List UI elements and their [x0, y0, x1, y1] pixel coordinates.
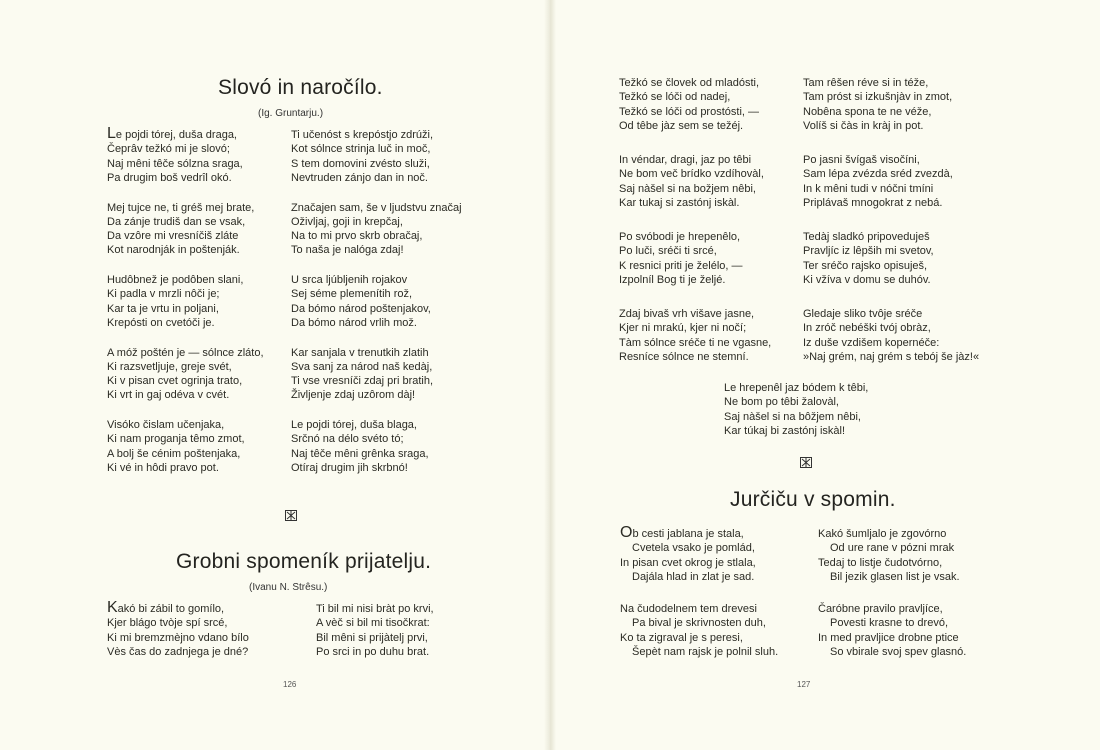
poem-title-slovo: Slovó in naročílo.	[218, 76, 383, 99]
stanza	[107, 201, 254, 258]
poem-title-jurcicu: Jurčiču v spomin.	[730, 488, 896, 511]
verse-line: Priplávaš mnogokrat z nebá.	[803, 196, 943, 209]
stanza	[803, 76, 952, 133]
verse-line: Ki vžíva v domu se duhóv.	[803, 273, 931, 286]
verse-line: Sva sanj za národ naš kedàj,	[291, 360, 433, 373]
poem-dedication-stres: (Ivanu N. Strêsu.)	[249, 582, 328, 593]
stanza	[619, 307, 771, 364]
verse-line: Bil jezik glasen list je vsak.	[830, 570, 960, 583]
printer-ornament-icon	[800, 457, 812, 468]
verse-line: A vèč si bil mi tisočkrat:	[316, 617, 430, 630]
verse-line: Da zánje trudiš dan se vsak,	[107, 215, 246, 228]
verse-line: Oživljaj, goji in krepčaj,	[291, 215, 403, 228]
verse-line: Šepèt nam rajsk je polnil sluh.	[632, 645, 779, 658]
verse-line: Na to mi prvo skrb obračaj,	[291, 230, 423, 243]
verse-line: Tam rêšen réve si in téže,	[803, 77, 929, 89]
stanza	[107, 599, 249, 659]
verse-line: Krepósti on cvetóči je.	[107, 316, 215, 329]
verse-line: Ob cesti jablana je stala,	[620, 524, 744, 541]
verse-line: Ti vse vresníči zdaj pri bratih,	[291, 375, 434, 388]
verse-line: U srca ljúbljenih rojakov	[291, 274, 408, 286]
verse-line: Naj têče mêni grênka sraga,	[291, 447, 429, 460]
stanza	[619, 76, 759, 133]
stanza	[291, 201, 462, 258]
verse-line: Značajen sam, še v ljudstvu značaj	[291, 201, 462, 214]
stanza	[316, 602, 434, 659]
verse-line: Povesti krasne to drevó,	[830, 617, 949, 630]
verse-line: Kakó bi zábil to gomílo,	[107, 599, 225, 616]
poem-title-grobni-spomenik: Grobni spomeník prijatelju.	[176, 550, 432, 573]
verse-line: To naša je nalóga zdaj!	[291, 244, 404, 257]
stanza	[619, 230, 743, 287]
verse-line: Dajála hlad in zlat je sad.	[632, 570, 755, 583]
stanza	[107, 418, 245, 475]
verse-line: Po svóbodi je hrepenêlo,	[619, 231, 741, 243]
verse-line: Ki vrt in gaj odéva v cvét.	[107, 389, 230, 402]
verse-line: Otíraj drugim jih skrbnó!	[291, 461, 408, 474]
stanza	[620, 602, 778, 659]
page-gutter	[544, 0, 556, 750]
verse-line: Čaróbne pravilo pravljíce,	[818, 603, 943, 615]
poem-dedication-gruntar: (Ig. Gruntarju.)	[258, 108, 324, 119]
verse-line: Resníce sólnce ne stemní.	[619, 350, 749, 363]
verse-line: Težkó se lóči od nadej,	[619, 91, 731, 104]
verse-line: Da bómo národ vrlih mož.	[291, 316, 417, 329]
verse-line: Hudôbnež je podôben slani,	[107, 274, 244, 286]
verse-line: S tem domovini zvésto služi,	[291, 157, 430, 170]
verse-line: Kar sanjala v trenutkih zlatih	[291, 346, 429, 359]
verse-line: »Naj grém, naj grém s tebój še jàz!«	[803, 350, 980, 363]
verse-line: K resnici priti je želélo, —	[619, 259, 743, 272]
verse-line: Vès čas do zadnjega je dné?	[107, 645, 249, 658]
verse-line: Saj nàšel si na božjem nêbi,	[619, 182, 756, 195]
verse-line: Kot sólnce strinja luč in moč,	[291, 143, 431, 156]
verse-line: Srčnó na délo svéto tó;	[291, 433, 404, 446]
verse-line: Od ure rane v pózni mrak	[830, 542, 955, 555]
verse-line: In med pravljice drobne ptice	[818, 631, 959, 644]
verse-line: Cvetela vsako je pomlád,	[632, 542, 755, 555]
verse-line: A móž poštén je — sólnce zláto,	[107, 346, 264, 359]
verse-line: Gledaje sliko tvôje sréče	[803, 308, 923, 320]
verse-line: Po luči, sréči ti srcé,	[619, 245, 717, 258]
verse-line: Ne bom več brídko vzdíhovàl,	[619, 168, 764, 181]
stanza	[107, 273, 243, 330]
stanza	[818, 527, 960, 584]
verse-line: Ti bil mi nisi bràt po krvi,	[316, 603, 434, 615]
verse-line: Po srci in po duhu brat.	[316, 645, 430, 658]
verse-line: Tedàj sladkó pripoveduješ	[803, 231, 930, 243]
verse-line: Le hrepenêl jaz bódem k têbi,	[724, 382, 869, 394]
verse-line: In pisan cvet okrog je stlala,	[620, 556, 756, 569]
stanza	[620, 524, 756, 584]
verse-line: Nobêna spona te ne véže,	[803, 105, 932, 118]
stanza	[107, 346, 264, 403]
verse-line: Iz duše vzdišem kopernéče:	[803, 336, 940, 349]
verse-line: Saj nàšel si na bôžjem nêbi,	[724, 410, 861, 423]
verse-line: Ki v pisan cvet ogrinja trato,	[107, 375, 243, 388]
stanza	[803, 307, 979, 364]
verse-line: Ti učenóst s krepóstjo zdrúži,	[291, 129, 434, 141]
stanza	[291, 418, 429, 475]
verse-line: So vbirale svoj spev glasnó.	[830, 645, 967, 658]
stanza	[803, 230, 934, 287]
verse-line: Težkó se lóči od prostósti, —	[619, 105, 760, 118]
printer-ornament-icon	[285, 510, 297, 521]
verse-line: Ki razsvetljuje, greje svét,	[107, 360, 232, 373]
stanza	[803, 153, 953, 210]
verse-line: Ki nam proganja têmo zmot,	[107, 433, 245, 446]
stanza	[724, 381, 868, 438]
verse-line: Zdaj bivaš vrh višave jasne,	[619, 308, 755, 320]
verse-line: Kjer blágo tvòje spí srcé,	[107, 617, 228, 630]
verse-line: Le pojdi tórej, duša draga,	[107, 125, 237, 142]
verse-line: Ki padla v mrzli nôči je;	[107, 288, 220, 301]
verse-line: Sej séme plemenítih rož,	[291, 288, 413, 301]
stanza	[619, 153, 764, 210]
verse-line: Ki vé in hôdi pravo pot.	[107, 461, 219, 474]
verse-line: Tam próst si izkušnjàv in zmot,	[803, 91, 953, 104]
stanza	[291, 128, 433, 185]
verse-line: Bil mêni si prijàtelj prvi,	[316, 631, 428, 644]
verse-line: Ter sréčo rajsko opisuješ,	[803, 259, 928, 272]
verse-line: Pa bival je skrivnosten duh,	[632, 617, 766, 630]
page-number-left: 126	[283, 680, 297, 689]
verse-line: Ki mi bremzmèjno vdano bílo	[107, 631, 249, 644]
verse-line: Naj mêni têče sólzna sraga,	[107, 157, 243, 170]
verse-line: Živlјenje zdaj uzôrom dàj!	[291, 389, 416, 402]
stanza	[291, 273, 431, 330]
verse-line: Od têbe jàz sem se težéj.	[619, 119, 744, 132]
verse-line: Kakó šumljalo je zgovórno	[818, 528, 947, 540]
verse-line: Pravljíc iz lêpših mi svetov,	[803, 245, 934, 258]
verse-line: Nevtruden zánjo dan in noč.	[291, 171, 428, 184]
page-number-right: 127	[797, 680, 811, 689]
verse-line: Mej tujce ne, ti gréš mej brate,	[107, 201, 255, 214]
verse-line: Po jasni švígaš visočíni,	[803, 154, 920, 166]
verse-line: Tàm sólnce sréče ti ne vgasne,	[619, 336, 772, 349]
verse-line: Tedaj to listje čudotvórno,	[818, 556, 943, 569]
verse-line: Težkó se človek od mladósti,	[619, 77, 760, 89]
verse-line: In véndar, dragi, jaz po têbi	[619, 154, 752, 166]
verse-line: Pa drugim boš vedrîl okó.	[107, 171, 232, 184]
verse-line: Ne bom po têbi žalovàl,	[724, 396, 839, 409]
verse-line: In zróč nebéški tvój obràz,	[803, 322, 931, 335]
verse-line: Sam lépa zvézda sréd zvezdà,	[803, 168, 953, 181]
verse-line: Na čudodelnem tem drevesi	[620, 603, 757, 615]
verse-line: Čeprâv težkó mi je slovó;	[107, 143, 230, 156]
verse-line: Le pojdi tórej, duša blaga,	[291, 419, 417, 431]
verse-line: Kar túkaj bi zastónj iskàl!	[724, 424, 846, 437]
verse-line: Kar ta je vrtu in poljani,	[107, 302, 219, 315]
verse-line: Kar tukaj si zastónj iskàl.	[619, 196, 740, 209]
verse-line: Visóko čislam učenjaka,	[107, 419, 225, 431]
verse-line: Ko ta zigraval je s peresi,	[620, 631, 743, 644]
stanza	[107, 125, 243, 185]
verse-line: Da vzôre mi vresníčiš zláte	[107, 230, 239, 243]
verse-line: Izpolníl Bog ti je željé.	[619, 273, 726, 286]
stanza	[291, 346, 433, 403]
verse-line: In k mêni tudi v nóčni tmíni	[803, 182, 934, 195]
verse-line: Kot narodnják in poštenják.	[107, 244, 240, 257]
verse-line: Da bómo národ poštenjakov,	[291, 302, 431, 315]
verse-line: Volíš si čàs in kràj in pot.	[803, 119, 924, 132]
verse-line: A bolj še cénim poštenjaka,	[107, 447, 241, 460]
verse-line: Kjer ni mrakú, kjer ni nočí;	[619, 322, 747, 335]
stanza	[818, 602, 966, 659]
